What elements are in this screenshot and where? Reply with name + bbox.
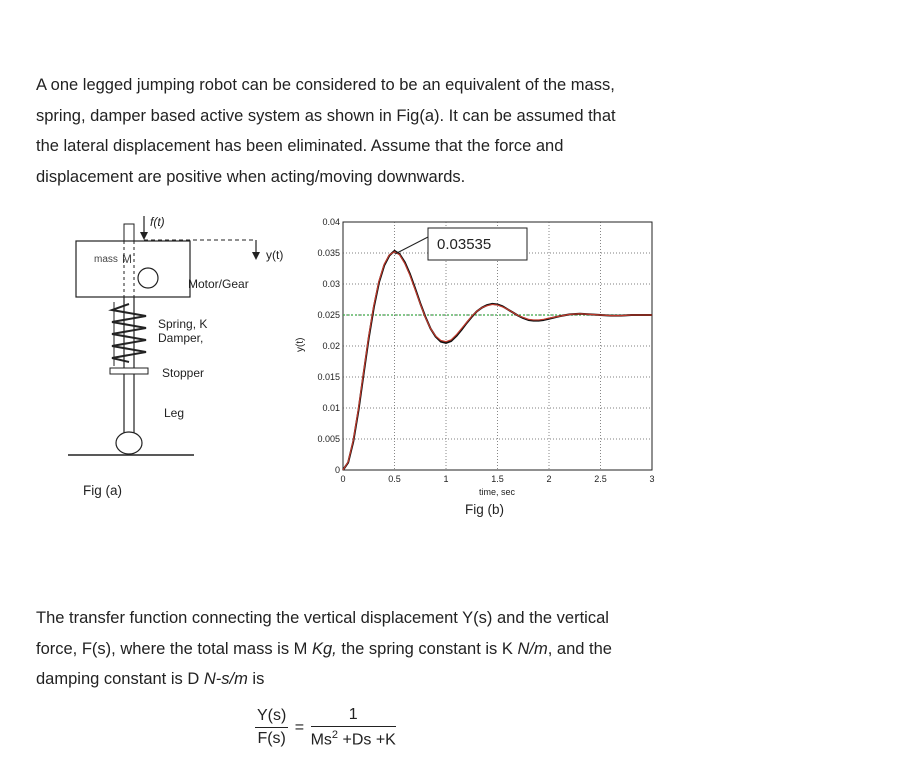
y-axis-label: y(t): [295, 337, 306, 352]
fig-b-caption: Fig (b): [465, 502, 505, 517]
rhs-den-rest: +Ds +K: [338, 731, 396, 749]
x-tick-label: 0.5: [388, 474, 401, 484]
problem-statement: [36, 70, 696, 192]
peak-annotation: 0.03535: [437, 236, 492, 253]
leg-label: Leg: [164, 406, 185, 420]
x-tick-label: 0: [340, 474, 346, 484]
fig-a-caption: Fig (a): [83, 483, 123, 498]
text: damping constant is D: [36, 670, 204, 688]
foot-icon: [116, 432, 142, 454]
y-tick-label: 0.025: [317, 310, 340, 320]
spring-label: Spring, K: [158, 317, 208, 331]
robot-schematic: [60, 212, 285, 482]
displacement-label: y(t): [266, 248, 284, 262]
x-axis-label: time, sec: [478, 487, 516, 497]
y-tick-label: 0.01: [322, 403, 340, 413]
stopper-icon: [110, 368, 148, 374]
x-tick-label: 2.5: [594, 474, 607, 484]
motor-icon: [138, 268, 158, 288]
y-tick-label: 0.015: [317, 372, 340, 382]
x-tick-label: 1.5: [491, 474, 504, 484]
y-tick-label: 0.02: [322, 341, 340, 351]
tf-line: The transfer function connecting the vertical displacement Y(s) and the vertical: [36, 609, 609, 627]
transfer-function-text: [36, 603, 696, 695]
tf-line: [36, 664, 696, 695]
y-tick-label: 0: [334, 465, 340, 475]
tf-line: [36, 634, 696, 665]
x-tick-label: 1: [443, 474, 449, 484]
rhs-den-exponent: 2: [331, 729, 339, 741]
unit-kg: Kg,: [312, 639, 337, 658]
text: , and the: [547, 639, 612, 658]
unit-n-per-m: N/m: [517, 639, 548, 658]
lhs-fraction: [255, 707, 288, 748]
y-tick-label: 0.005: [317, 434, 340, 444]
rhs-denominator: [311, 727, 396, 749]
unit-ns-per-m: N-s/m: [203, 670, 248, 688]
force-label: f(t): [150, 215, 165, 229]
x-tick-label: 3: [649, 474, 655, 484]
x-tick-label: 2: [546, 474, 552, 484]
motor-label: Motor/Gear: [188, 277, 249, 291]
text: force, F(s), where the total mass is M: [36, 639, 312, 658]
text: is: [247, 670, 265, 688]
equals-sign: =: [294, 718, 305, 736]
transfer-function-equation: [255, 706, 396, 749]
y-tick-label: 0.04: [322, 217, 340, 227]
y-tick-label: 0.03: [322, 279, 340, 289]
lhs-denominator: F(s): [257, 730, 286, 748]
mass-label: mass: [94, 254, 118, 265]
lhs-numerator: Y(s): [255, 707, 288, 728]
problem-line: spring, damper based active system as shown in Fig(a). It can be assumed that: [36, 106, 616, 125]
problem-line: the lateral displacement has been eliminated. Assume that the force and: [36, 137, 564, 155]
problem-line: displacement are positive when acting/moving downwards.: [36, 167, 466, 186]
mass-block: [76, 241, 190, 297]
text: the spring constant is K: [336, 639, 518, 658]
rhs-den-ms: Ms: [310, 731, 332, 749]
rhs-numerator: 1: [311, 706, 396, 727]
rhs-fraction: [311, 706, 396, 749]
problem-line: A one legged jumping robot can be considered to be an equivalent of the mass,: [36, 76, 615, 94]
stopper-label: Stopper: [162, 366, 205, 380]
spring-icon: [112, 304, 146, 362]
damper-label: Damper,: [158, 331, 204, 345]
mass-symbol: M: [122, 252, 132, 266]
step-response-chart: [285, 212, 675, 502]
y-tick-label: 0.035: [317, 248, 340, 258]
